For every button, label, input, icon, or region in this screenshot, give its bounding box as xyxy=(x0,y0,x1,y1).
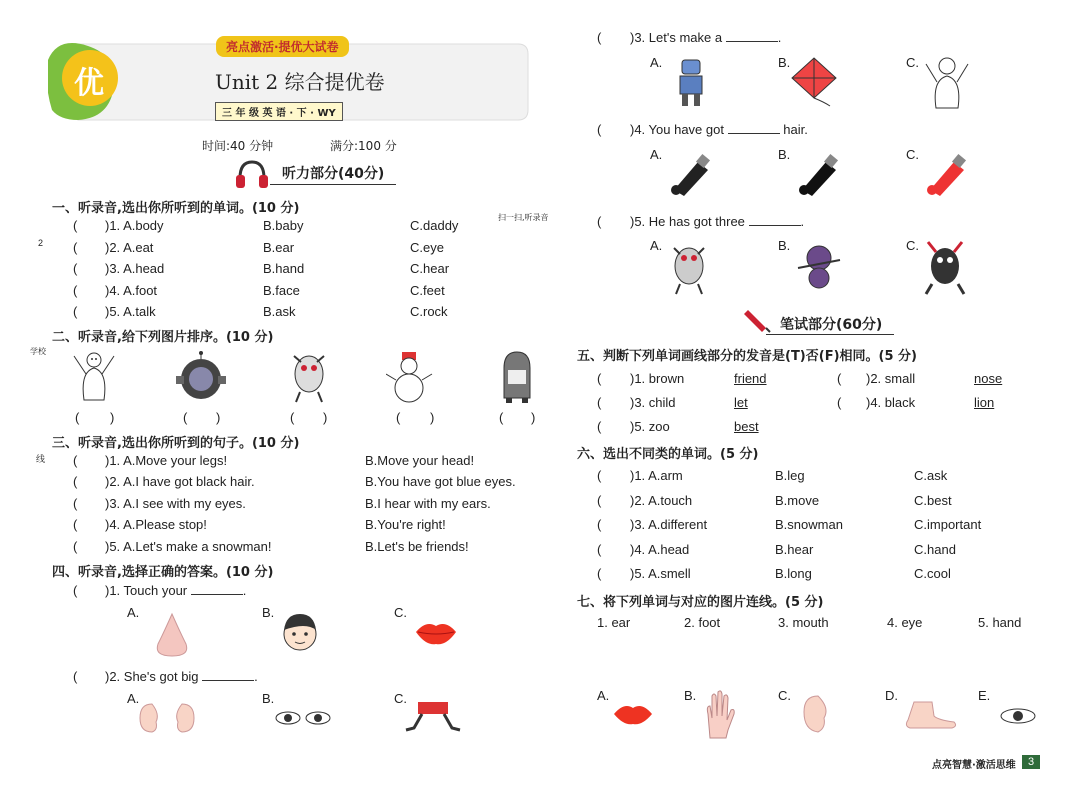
order-paren[interactable]: ( xyxy=(396,410,401,425)
paren: ( xyxy=(837,395,842,410)
lips-icon[interactable] xyxy=(414,620,458,651)
exam-score: 满分:100 分 xyxy=(330,139,397,153)
sec6-q4-c[interactable]: C.hand xyxy=(914,542,956,557)
sec1-q4-a[interactable]: )4. A.foot xyxy=(105,283,158,298)
sec5-q4[interactable]: )4. black xyxy=(866,395,916,410)
sec5-q2-word: nose xyxy=(974,371,1003,386)
order-paren-close[interactable]: ) xyxy=(323,410,328,425)
sec1-q5-a[interactable]: )5. A.talk xyxy=(105,304,156,319)
sec6-q3-a[interactable]: )3. A.different xyxy=(630,517,708,532)
sec4-q3-text: )3. Let's make a xyxy=(630,30,723,45)
match-word-hand[interactable]: 5. hand xyxy=(978,615,1022,630)
paren: ( xyxy=(73,261,78,276)
paren: ( xyxy=(597,30,602,45)
sec6-q5-c[interactable]: C.cool xyxy=(914,566,951,581)
sec1-q1-c[interactable]: C.daddy xyxy=(410,218,459,233)
margin-note-3: 线 xyxy=(36,455,46,465)
sec7-title: 七、将下列单词与对应的图片连线。(5 分) xyxy=(577,595,824,610)
paren: ( xyxy=(73,539,78,554)
paren: ( xyxy=(837,371,842,386)
period: . xyxy=(800,214,805,229)
paint-tube-red-icon[interactable] xyxy=(924,152,970,201)
match-word-eye[interactable]: 4. eye xyxy=(887,615,923,630)
option-b-label: B. xyxy=(262,691,275,706)
scan-note: 扫一扫,听录音 xyxy=(498,213,549,222)
option-c-label: C. xyxy=(906,147,919,162)
order-paren-close[interactable]: ) xyxy=(216,410,221,425)
paren: ( xyxy=(597,493,602,508)
hand-icon[interactable] xyxy=(702,690,738,745)
option-b-label: B. xyxy=(778,55,791,70)
sec6-q5-b[interactable]: B.long xyxy=(775,566,812,581)
sec4-q1 xyxy=(105,583,246,598)
period: . xyxy=(254,669,258,684)
sec5-q5[interactable]: )5. zoo xyxy=(630,419,670,434)
option-c-label: C. xyxy=(394,691,407,706)
option-c-label: C. xyxy=(906,55,919,70)
sec6-title: 六、选出不同类的单词。(5 分) xyxy=(577,447,759,462)
nose-icon[interactable] xyxy=(150,612,194,663)
ear-icon[interactable] xyxy=(802,694,830,739)
sec5-q1[interactable]: )1. brown xyxy=(630,371,685,386)
ears-icon[interactable] xyxy=(138,700,196,741)
sec5-q1-word: friend xyxy=(734,371,767,386)
lips-icon[interactable] xyxy=(612,702,654,731)
answer-blank[interactable] xyxy=(726,30,778,42)
sec2-title: 二、听录音,给下列图片排序。(10 分) xyxy=(52,330,274,345)
monster-icon xyxy=(286,348,332,409)
paren: ( xyxy=(597,419,602,434)
paint-tube-black-icon[interactable] xyxy=(668,152,714,201)
sec4-q5-text: )5. He has got three xyxy=(630,214,745,229)
sec6-q2-a[interactable]: )2. A.touch xyxy=(630,493,693,508)
paren: ( xyxy=(73,669,78,684)
order-paren[interactable]: ( xyxy=(75,410,80,425)
sec5-q3-word: let xyxy=(734,395,748,410)
sec6-q3-c[interactable]: C.important xyxy=(914,517,982,532)
paren: ( xyxy=(73,517,78,532)
sec4-title: 四、听录音,选择正确的答案。(10 分) xyxy=(52,565,274,580)
option-a-label: A. xyxy=(650,147,663,162)
paren: ( xyxy=(597,468,602,483)
sec3-q3-b[interactable]: B.I hear with my ears. xyxy=(365,496,491,511)
answer-blank[interactable] xyxy=(728,122,780,134)
paren: ( xyxy=(597,214,602,229)
option-a-label: A. xyxy=(650,238,663,253)
sec1-q3-a[interactable]: )3. A.head xyxy=(105,261,165,276)
eye-icon[interactable] xyxy=(998,706,1038,731)
sec5-q4-word: lion xyxy=(974,395,995,410)
paren: ( xyxy=(597,542,602,557)
paren: ( xyxy=(73,453,78,468)
sec3-q1-a[interactable]: )1. A.Move your legs! xyxy=(105,453,228,468)
option-c-label: C. xyxy=(394,605,407,620)
order-paren[interactable]: ( xyxy=(183,410,188,425)
sec1-q5-b[interactable]: B.ask xyxy=(263,304,296,319)
headphones-icon xyxy=(234,158,270,195)
exam-time: 时间:40 分钟 xyxy=(202,139,274,153)
match-e-label: E. xyxy=(978,688,991,703)
series-label: 亮点激活·提优大试卷 xyxy=(216,36,349,57)
paren: ( xyxy=(73,304,78,319)
sec3-q4-b[interactable]: B.You're right! xyxy=(365,517,446,532)
sec6-q2-c[interactable]: C.best xyxy=(914,493,952,508)
sec6-q4-b[interactable]: B.hear xyxy=(775,542,814,557)
sec6-q5-a[interactable]: )5. A.smell xyxy=(630,566,691,581)
sec4-q4-end: hair. xyxy=(783,122,808,137)
paren: ( xyxy=(597,517,602,532)
sec1-q3-b[interactable]: B.hand xyxy=(263,261,305,276)
sec1-q5-c[interactable]: C.rock xyxy=(410,304,448,319)
paren: ( xyxy=(73,283,78,298)
sec1-q3-c[interactable]: C.hear xyxy=(410,261,450,276)
listening-title: 听力部分(40分) xyxy=(282,166,385,182)
match-word-mouth[interactable]: 3. mouth xyxy=(778,615,829,630)
sec3-q2-a[interactable]: )2. A.I have got black hair. xyxy=(105,474,255,489)
foot-icon[interactable] xyxy=(902,700,958,735)
sec1-q2-a[interactable]: )2. A.eat xyxy=(105,240,154,255)
sec1-q1-a[interactable]: )1. A.body xyxy=(105,218,164,233)
match-word-ear[interactable]: 1. ear xyxy=(597,615,631,630)
paren: ( xyxy=(597,566,602,581)
paren: ( xyxy=(597,122,602,137)
sec3-q5-a[interactable]: )5. A.Let's make a snowman! xyxy=(105,539,272,554)
paren: ( xyxy=(597,371,602,386)
option-a-label: A. xyxy=(127,605,140,620)
snowman-waving-icon xyxy=(70,348,116,407)
sec4-q4-text: )4. You have got xyxy=(630,122,724,137)
sec4-q2 xyxy=(105,669,258,684)
sec6-q3-b[interactable]: B.snowman xyxy=(775,517,843,532)
period: . xyxy=(777,30,782,45)
order-paren-close[interactable]: ) xyxy=(110,410,115,425)
paren: ( xyxy=(73,583,78,598)
sec5-q5-word: best xyxy=(734,419,759,434)
page-title: Unit 2 综合提优卷 xyxy=(215,70,385,94)
paren: ( xyxy=(73,240,78,255)
paren: ( xyxy=(73,218,78,233)
sec6-q1-c[interactable]: C.ask xyxy=(914,468,948,483)
footer-slogan: 点亮智慧·激活思维 xyxy=(932,760,1016,771)
sec3-q1-b[interactable]: B.Move your head! xyxy=(365,453,475,468)
monster-c-icon[interactable] xyxy=(918,236,972,301)
face-icon[interactable] xyxy=(280,610,320,659)
sec1-q4-b[interactable]: B.face xyxy=(263,283,300,298)
order-paren[interactable]: ( xyxy=(499,410,504,425)
writing-title: 笔试部分(60分) xyxy=(780,317,883,333)
answer-blank[interactable] xyxy=(749,214,801,226)
sec1-title: 一、听录音,选出你所听到的单词。(10 分) xyxy=(52,201,300,216)
answer-blank[interactable] xyxy=(202,669,254,681)
option-b-label: B. xyxy=(778,147,791,162)
writing-underline xyxy=(766,334,894,335)
sec5-q2[interactable]: )2. small xyxy=(866,371,916,386)
sec3-q2-b[interactable]: B.You have got blue eyes. xyxy=(365,474,516,489)
paren: ( xyxy=(73,474,78,489)
match-d-label: D. xyxy=(885,688,898,703)
page-number: 3 xyxy=(1022,755,1040,769)
snowman-hat-icon xyxy=(386,350,434,409)
order-paren[interactable]: ( xyxy=(290,410,295,425)
sec3-q4-a[interactable]: )4. A.Please stop! xyxy=(105,517,207,532)
sec3-q5-b[interactable]: B.Let's be friends! xyxy=(365,539,469,554)
kite-icon[interactable] xyxy=(790,56,846,113)
sec6-q4-a[interactable]: )4. A.head xyxy=(630,542,690,557)
match-c-label: C. xyxy=(778,688,791,703)
option-b-label: B. xyxy=(778,238,791,253)
eyes-icon[interactable] xyxy=(274,708,332,733)
robot-ball-icon xyxy=(174,350,228,409)
paren: ( xyxy=(73,496,78,511)
match-word-foot[interactable]: 2. foot xyxy=(684,615,721,630)
match-b-label: B. xyxy=(684,688,697,703)
margin-note-1: 2 xyxy=(38,238,44,248)
sec5-q3[interactable]: )3. child xyxy=(630,395,676,410)
paint-tube-black-2-icon[interactable] xyxy=(796,152,842,201)
sec4-q3 xyxy=(630,30,781,45)
badge-char: 优 xyxy=(74,66,104,101)
sec4-q2-text: )2. She's got big xyxy=(105,669,199,684)
sec6-q2-b[interactable]: B.move xyxy=(775,493,820,508)
sec6-q1-b[interactable]: B.leg xyxy=(775,468,805,483)
sec1-q2-b[interactable]: B.ear xyxy=(263,240,295,255)
sec4-q5 xyxy=(630,214,804,229)
legs-icon[interactable] xyxy=(404,700,462,741)
sec6-q1-a[interactable]: )1. A.arm xyxy=(630,468,683,483)
option-a-label: A. xyxy=(650,55,663,70)
order-paren-close[interactable]: ) xyxy=(531,410,536,425)
sec1-q2-c[interactable]: C.eye xyxy=(410,240,444,255)
sec5-title: 五、判断下列单词画线部分的发音是(T)否(F)相同。(5 分) xyxy=(577,349,917,364)
option-a-label: A. xyxy=(127,691,140,706)
order-paren-close[interactable]: ) xyxy=(430,410,435,425)
paren: ( xyxy=(597,395,602,410)
sec1-q1-b[interactable]: B.baby xyxy=(263,218,304,233)
answer-blank[interactable] xyxy=(191,583,243,595)
sec3-title: 三、听录音,选出你所听到的句子。(10 分) xyxy=(52,436,300,451)
margin-note-2: 学校 xyxy=(30,347,46,356)
sec1-q4-c[interactable]: C.feet xyxy=(410,283,445,298)
option-c-label: C. xyxy=(906,238,919,253)
sec4-q4 xyxy=(630,122,808,137)
monster-b-icon[interactable] xyxy=(794,238,844,299)
period: . xyxy=(242,583,247,598)
option-b-label: B. xyxy=(262,605,275,620)
snowman-icon[interactable] xyxy=(924,54,970,115)
match-a-label: A. xyxy=(597,688,610,703)
sec4-q1-text: )1. Touch your xyxy=(105,583,188,598)
sec3-q3-a[interactable]: )3. A.I see with my eyes. xyxy=(105,496,246,511)
listening-underline xyxy=(270,184,396,185)
robot-icon[interactable] xyxy=(672,56,710,113)
monster-a-icon[interactable] xyxy=(664,238,714,301)
robot-box-icon xyxy=(498,348,536,409)
grade-subtitle: 三 年 级 英 语 · 下 · WY xyxy=(215,102,343,121)
